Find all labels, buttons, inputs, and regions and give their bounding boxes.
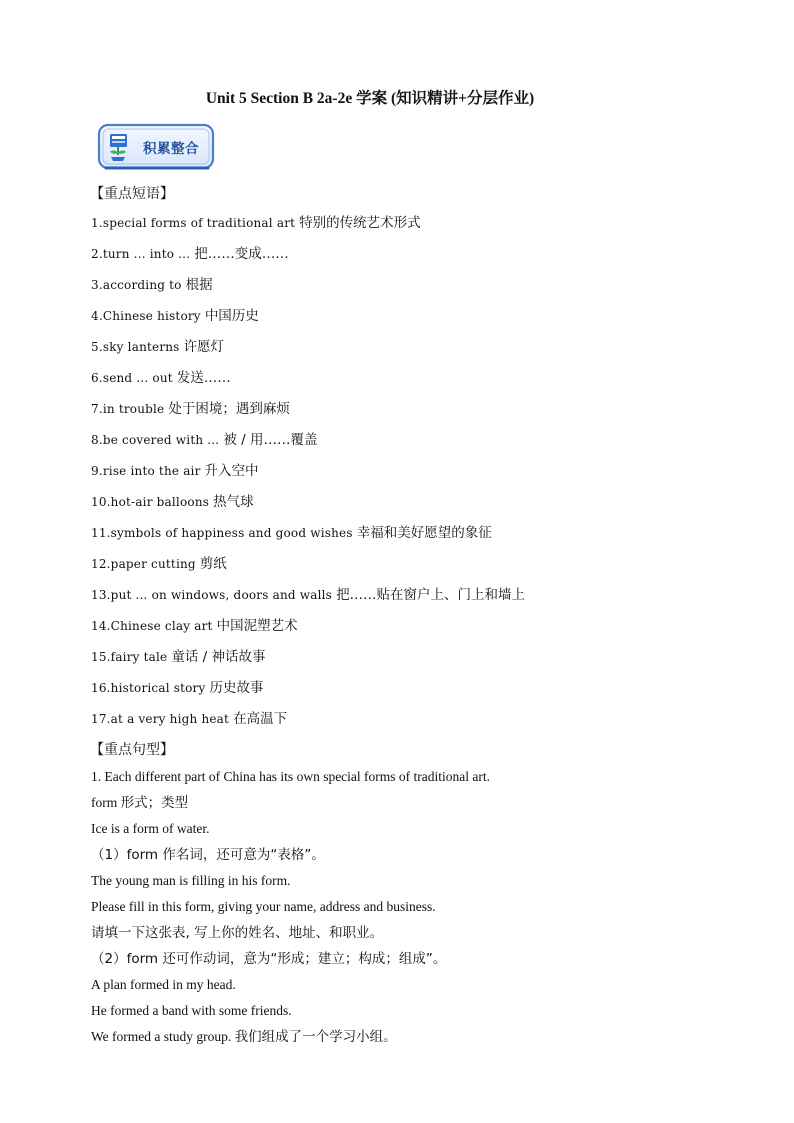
sentence-line — [91, 1027, 731, 1053]
sentences-heading: 【重点句型】 — [90, 742, 174, 758]
phrase-chinese: 升入空中 — [204, 463, 259, 479]
phrase-english: 16.historical story — [91, 681, 210, 695]
phrase-chinese: 历史故事 — [209, 680, 264, 696]
list-item — [91, 398, 731, 429]
list-item — [91, 646, 731, 677]
sentence-line — [91, 845, 731, 871]
phrase-chinese: 把……变成…… — [194, 246, 289, 262]
list-item — [91, 429, 731, 460]
sentence-line — [91, 819, 731, 845]
phrase-chinese: 把……贴在窗户上、门上和墙上 — [336, 587, 526, 603]
list-item — [91, 305, 731, 336]
sentence-line — [91, 871, 731, 897]
phrase-english: 2.turn ... into ... — [91, 247, 195, 261]
phrase-chinese: 热气球 — [213, 494, 254, 510]
list-item — [91, 274, 731, 305]
phrase-chinese: 根据 — [185, 277, 213, 293]
list-item — [91, 584, 731, 615]
badge-label: 积累整合 — [143, 141, 199, 157]
list-item — [91, 336, 731, 367]
sentence-english: 1. Each different part of China has its own special forms of traditional art. — [91, 769, 491, 784]
list-item — [91, 243, 731, 274]
sentence-line — [91, 1001, 731, 1027]
phrase-chinese: 在高温下 — [233, 711, 288, 727]
phrase-english: 12.paper cutting — [91, 557, 200, 571]
sentence-chinese: 我们组成了一个学习小组。 — [234, 1029, 397, 1045]
list-item — [91, 677, 731, 708]
phrase-english: 6.send ... out — [91, 371, 177, 385]
phrase-chinese: 童话 / 神话故事 — [171, 649, 266, 665]
sentence-line — [91, 793, 731, 819]
sentence-english: A plan formed in my head. — [91, 977, 236, 992]
sentence-chinese: 请填一下这张表, 写上你的姓名、地址、和职业。 — [91, 925, 384, 941]
sentence-line — [91, 923, 731, 949]
sentence-list — [91, 767, 731, 1053]
phrase-chinese: 剪纸 — [199, 556, 227, 572]
list-item — [91, 460, 731, 491]
phrase-english: 8.be covered with ... — [91, 433, 224, 447]
phrase-english: 3.according to — [91, 278, 186, 292]
phrase-chinese: 特别的传统艺术形式 — [299, 215, 421, 231]
sentence-english: Ice is a form of water. — [91, 821, 210, 836]
sentence-english: He formed a band with some friends. — [91, 1003, 292, 1018]
list-item — [91, 522, 731, 553]
phrase-english: 1.special forms of traditional art — [91, 216, 300, 230]
phrase-english: 9.rise into the air — [91, 464, 205, 478]
sentence-line — [91, 897, 731, 923]
phrase-english: 14.Chinese clay art — [91, 619, 217, 633]
phrase-chinese: 幸福和美好愿望的象征 — [356, 525, 492, 541]
sentence-english: The young man is filling in his form. — [91, 873, 291, 888]
phrase-chinese: 发送…… — [176, 370, 231, 386]
phrase-english: 7.in trouble — [91, 402, 169, 416]
list-item — [91, 491, 731, 522]
page-title: Unit 5 Section B 2a-2e 学案 (知识精讲+分层作业) — [205, 90, 535, 107]
phrase-english: 11.symbols of happiness and good wishes — [91, 526, 357, 540]
list-item — [91, 553, 731, 584]
phrase-chinese: 中国泥塑艺术 — [216, 618, 298, 634]
section-badge — [96, 121, 218, 173]
phrase-english: 4.Chinese history — [91, 309, 205, 323]
phrase-english: 15.fairy tale — [91, 650, 172, 664]
phrase-chinese: 许愿灯 — [183, 339, 225, 355]
phrase-chinese: 中国历史 — [204, 308, 259, 324]
phrase-english: 17.at a very high heat — [91, 712, 234, 726]
phrase-chinese: 被 / 用……覆盖 — [223, 432, 318, 448]
phrase-english: 10.hot-air balloons — [91, 495, 214, 509]
phrase-english: 13.put ... on windows, doors and walls — [91, 588, 337, 602]
sentence-english: form — [91, 795, 121, 810]
list-item — [91, 615, 731, 646]
phrases-heading: 【重点短语】 — [90, 186, 174, 202]
sentence-line — [91, 949, 731, 975]
list-item — [91, 367, 731, 398]
sentence-line — [91, 767, 731, 793]
list-item — [91, 212, 731, 243]
sentence-chinese: 形式；类型 — [120, 795, 189, 811]
list-item — [91, 708, 731, 739]
phrase-list — [91, 212, 731, 739]
sentence-english: Please fill in this form, giving your name, address and business. — [91, 899, 436, 914]
sentence-line — [91, 975, 731, 1001]
sentence-chinese: （1）form 作名词，还可意为“表格”。 — [91, 847, 325, 863]
sentence-chinese: （2）form 还可作动词，意为“形成；建立；构成；组成”。 — [91, 951, 447, 967]
phrase-chinese: 处于困境；遇到麻烦 — [168, 401, 290, 417]
sentence-english: We formed a study group. — [91, 1029, 235, 1044]
phrase-english: 5.sky lanterns — [91, 340, 184, 354]
